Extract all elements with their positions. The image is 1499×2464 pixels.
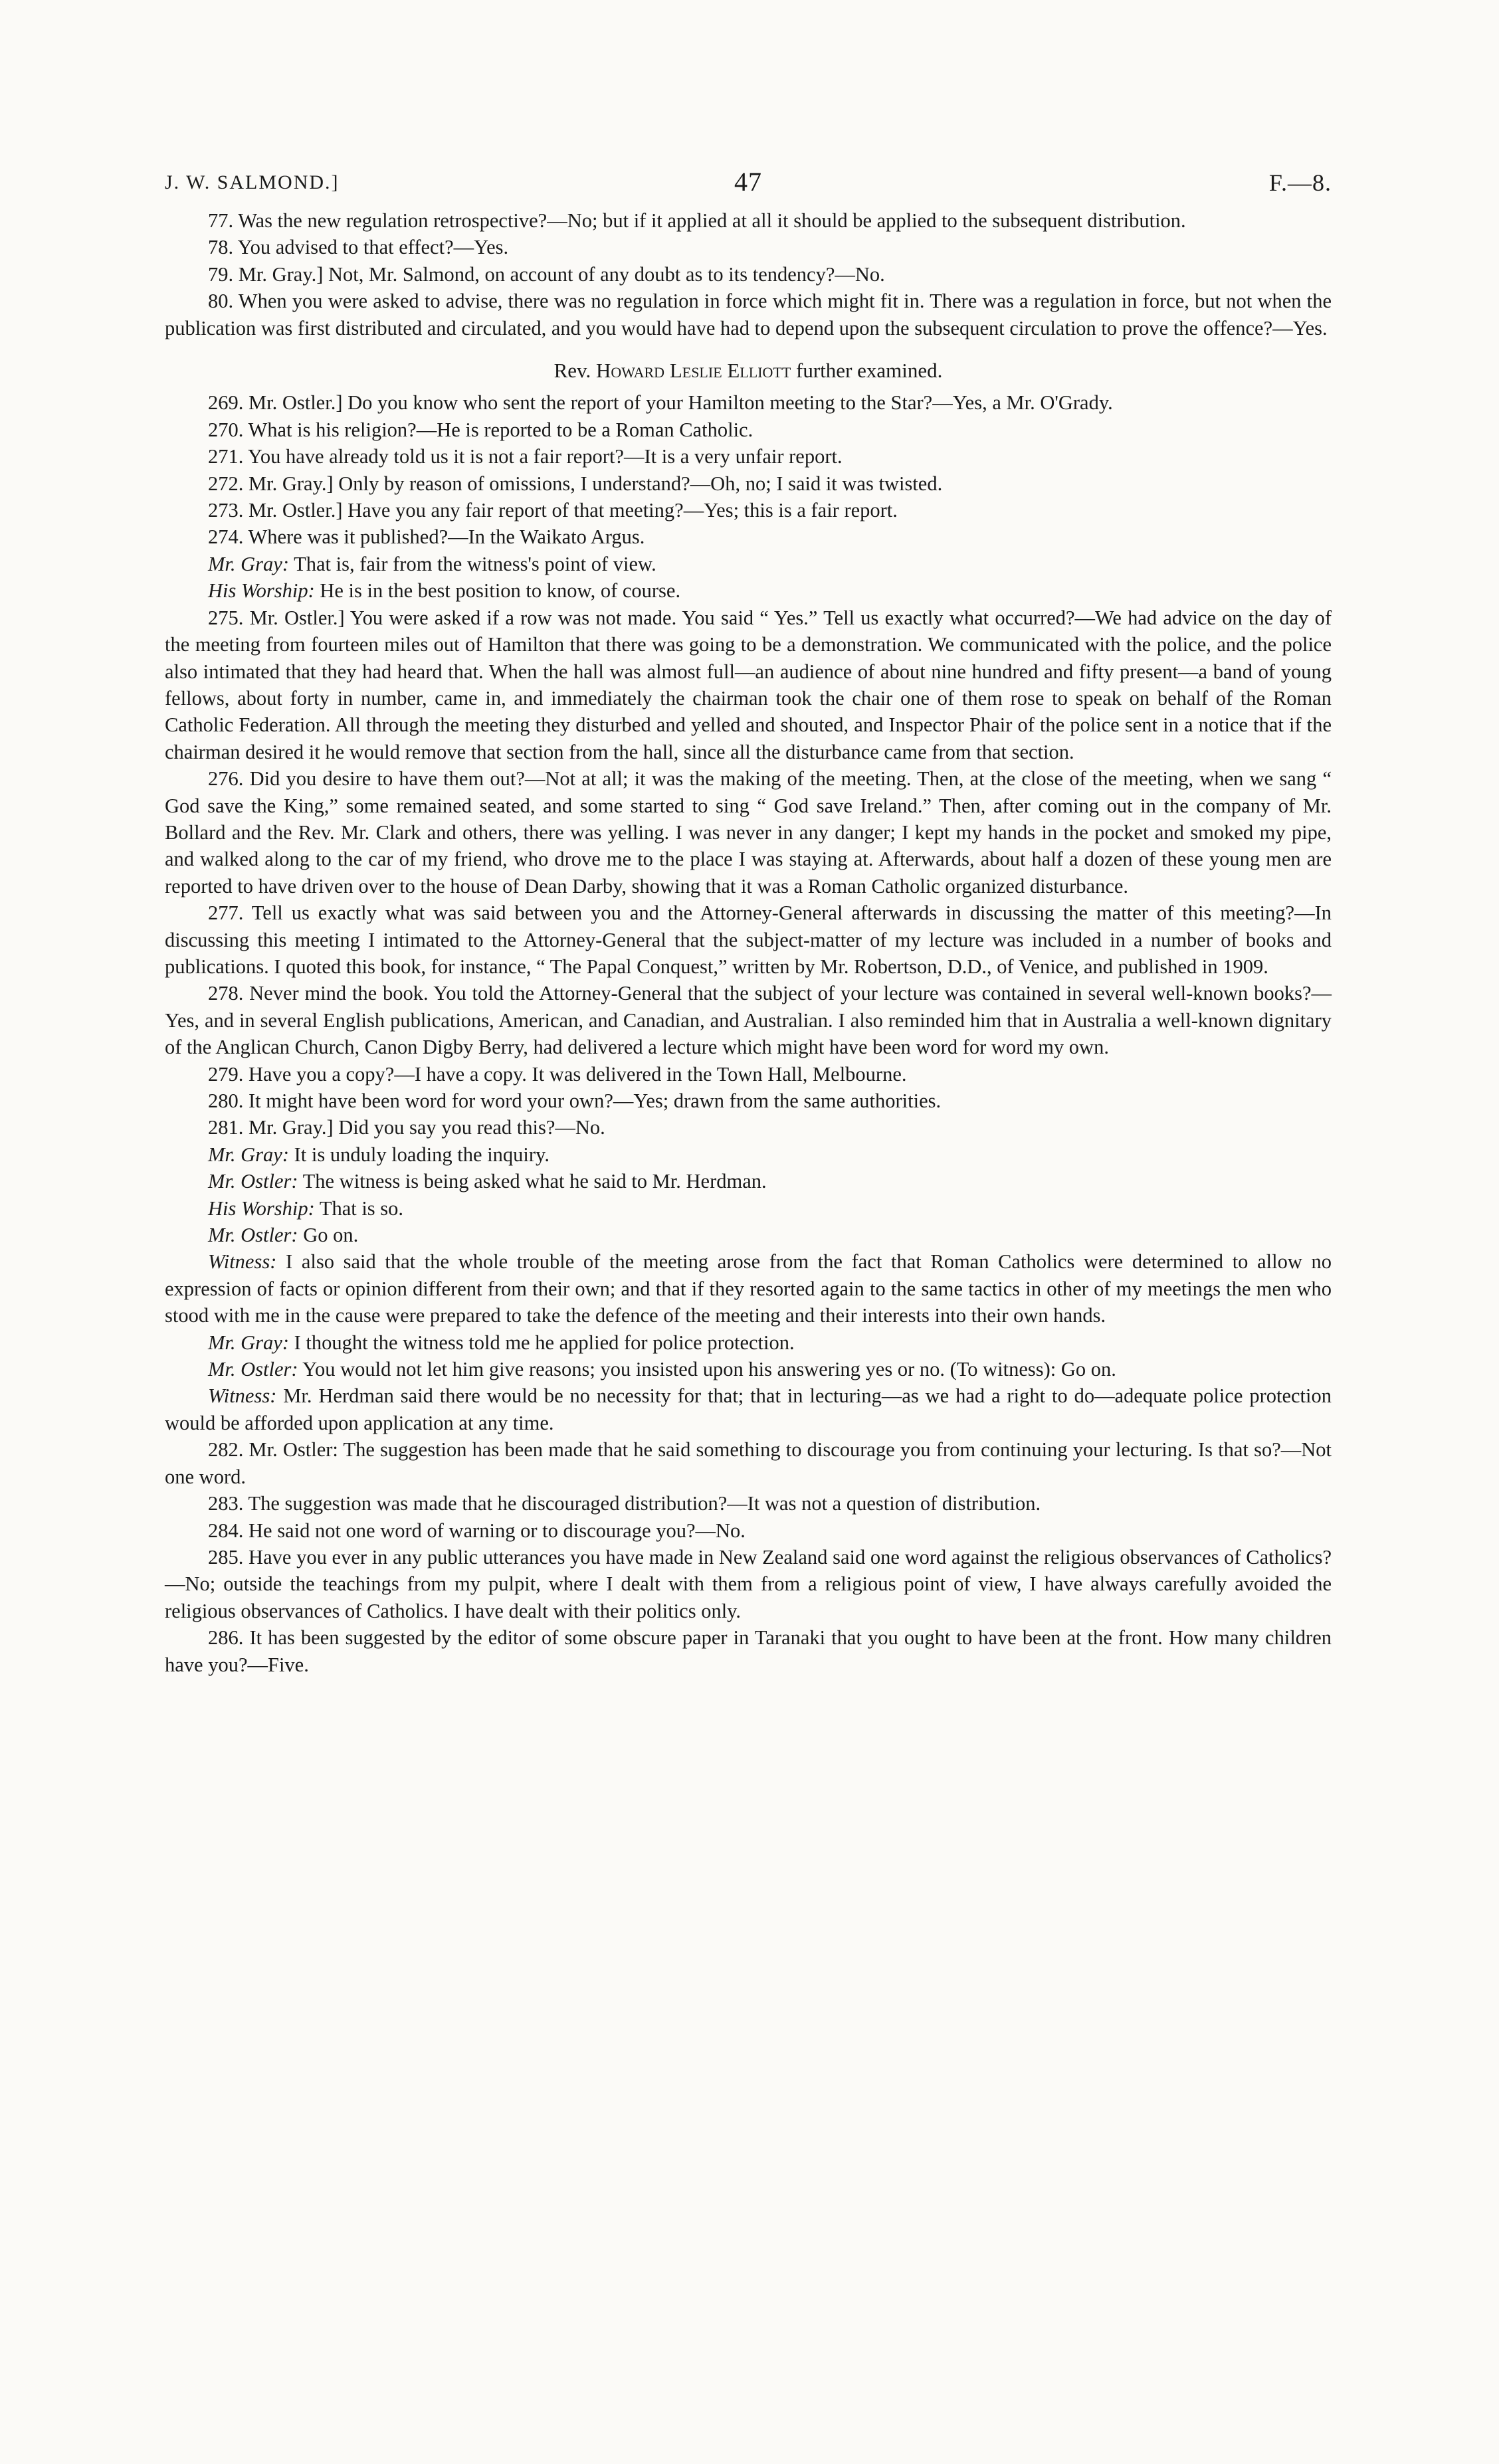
testimony-paragraph bbox=[165, 389, 1332, 416]
speaker-label: His Worship: bbox=[208, 579, 315, 603]
testimony-paragraph bbox=[165, 1248, 1332, 1329]
testimony-paragraph bbox=[165, 605, 1332, 765]
testimony-paragraph bbox=[165, 900, 1332, 980]
paragraph-text: That is so. bbox=[319, 1196, 404, 1220]
testimony-paragraph bbox=[165, 980, 1332, 1060]
paragraph-text: I also said that the whole trouble of the meeting arose from the fact that Roman Catholics were determined to allow no expression of facts or opinion different from their own; and that if they resorted again to the same tactics in other of my meetings the men who stood with me in the cause were prepared to take the defence of the meeting and their interests into their own hands. bbox=[165, 1250, 1332, 1327]
paragraph-78: 78. You advised to that effect?—Yes. bbox=[208, 236, 509, 259]
testimony-paragraph bbox=[165, 1195, 1332, 1222]
testimony-paragraph bbox=[165, 1088, 1332, 1114]
testimony-paragraph bbox=[165, 551, 1332, 577]
paragraph-text: 282. Mr. Ostler: The suggestion has been made that he said something to discourage you from continuing your lecturing. Is that so?—Not one word. bbox=[165, 1438, 1332, 1488]
paragraph-text: 277. Tell us exactly what was said between you and the Attorney-General afterwards in discussing the matter of this meeting?—In discussing this meeting I intimated to the Attorney-General that the subject-matter of my lecture was included in a number of books and publications. I quoted this book, for instance, “ The Papal Conquest,” written by Mr. Robertson, D.D., of Venice, and published in 1909. bbox=[165, 901, 1332, 978]
paragraph-text: You would not let him give reasons; you insisted upon his answering yes or no. (To witness): Go on. bbox=[302, 1358, 1116, 1381]
heading-prefix: Rev. bbox=[553, 359, 591, 383]
body-text bbox=[165, 207, 1332, 1678]
page-number: 47 bbox=[734, 167, 762, 197]
paragraph-text: 274. Where was it published?—In the Waikato Argus. bbox=[208, 525, 645, 549]
paragraph-text: 271. You have already told us it is not a fair report?—It is a very unfair report. bbox=[208, 445, 843, 468]
paragraph-text: The witness is being asked what he said to Mr. Herdman. bbox=[302, 1170, 767, 1193]
testimony-paragraph bbox=[165, 1490, 1332, 1517]
testimony-paragraph bbox=[165, 1382, 1332, 1436]
paragraph-text: It is unduly loading the inquiry. bbox=[294, 1143, 550, 1166]
document-page bbox=[165, 166, 1332, 1678]
testimony-paragraph bbox=[165, 443, 1332, 470]
paragraph-text: 280. It might have been word for word your own?—Yes; drawn from the same authorities. bbox=[208, 1090, 942, 1112]
testimony-paragraph bbox=[165, 1222, 1332, 1248]
speaker-label: Mr. Ostler: bbox=[208, 1224, 298, 1247]
speaker-label: Mr. Gray: bbox=[208, 1143, 289, 1166]
paragraph-text: 269. Mr. Ostler.] Do you know who sent the report of your Hamilton meeting to the Star?—Yes, a Mr. O'Grady. bbox=[208, 391, 1113, 415]
section-heading bbox=[165, 357, 1332, 384]
speaker-label: Witness: bbox=[208, 1384, 277, 1408]
paragraph-text: He is in the best position to know, of course. bbox=[320, 579, 681, 603]
testimony-paragraph bbox=[165, 577, 1332, 604]
testimony-paragraph bbox=[165, 1436, 1332, 1490]
paragraph-text: 272. Mr. Gray.] Only by reason of omissions, I understand?—Oh, no; I said it was twisted. bbox=[208, 472, 943, 495]
testimony-paragraph bbox=[165, 523, 1332, 550]
header-left: J. W. SALMOND.] bbox=[165, 171, 340, 193]
paragraph-text: Mr. Herdman said there would be no necessity for that; that in lecturing—as we had a right to do—adequate police protection would be afforded upon application at any time. bbox=[165, 1384, 1332, 1434]
paragraph-text: 283. The suggestion was made that he discouraged distribution?—It was not a question of distribution. bbox=[208, 1492, 1041, 1515]
paragraph-text: 270. What is his religion?—He is reported to be a Roman Catholic. bbox=[208, 418, 753, 441]
testimony-paragraph bbox=[165, 497, 1332, 523]
speaker-label: Mr. Ostler: bbox=[208, 1358, 298, 1381]
paragraph-text: 276. Did you desire to have them out?—Not at all; it was the making of the meeting. Then, at the close of the meeting, when we sang “ God save the King,” some remained seated, and some started to sing “ God save Ireland.” Then, after coming out in the company of Mr. Bollard and the Rev. Mr. Clark and others, there was yelling. I was never in any danger; I kept my hands in the pocket and smoked my pipe, and walked along to the car of my friend, who drove me to the place I was staying at. Afterwards, about half a dozen of these young men are reported to have driven over to the house of Dean Darby, showing that it was a Roman Catholic organized disturbance. bbox=[165, 767, 1332, 898]
testimony-paragraph bbox=[165, 417, 1332, 443]
testimony-paragraph bbox=[165, 1544, 1332, 1624]
paragraph-text: 278. Never mind the book. You told the Attorney-General that the subject of your lecture was contained in several well-known books?—Yes, and in several English publications, American, and Canadian, and Australian. I also reminded him that in Australia a well-known dignitary of the Anglican Church, Canon Digby Berry, had delivered a lecture which might have been word for word my own. bbox=[165, 982, 1332, 1059]
testimony-paragraph bbox=[165, 1061, 1332, 1088]
paragraph-text: That is, fair from the witness's point of view. bbox=[294, 552, 656, 575]
heading-name: Howard Leslie Elliott bbox=[596, 359, 791, 383]
speaker-label: Witness: bbox=[208, 1250, 277, 1274]
testimony-paragraph bbox=[165, 1114, 1332, 1141]
testimony-paragraph bbox=[165, 1356, 1332, 1382]
paragraph-text: 281. Mr. Gray.] Did you say you read this?—No. bbox=[208, 1116, 605, 1139]
testimony-paragraph bbox=[165, 1329, 1332, 1356]
document-reference: F.—8. bbox=[1268, 169, 1332, 196]
speaker-label: Mr. Ostler: bbox=[208, 1170, 298, 1193]
paragraph-text: 285. Have you ever in any public utterances you have made in New Zealand said one word against the religious observances of Catholics?—No; outside the teachings from my pulpit, where I dealt with them from a religious point of view, I have always carefully avoided the religious observances of Catholics. I have dealt with their politics only. bbox=[165, 1545, 1332, 1622]
testimony-paragraph bbox=[165, 765, 1332, 900]
testimony bbox=[165, 389, 1332, 1678]
speaker-label: Mr. Gray: bbox=[208, 552, 289, 575]
testimony-paragraph bbox=[165, 1517, 1332, 1544]
paragraph-text: 279. Have you a copy?—I have a copy. It was delivered in the Town Hall, Melbourne. bbox=[208, 1062, 907, 1086]
speaker-label: Mr. Gray: bbox=[208, 1331, 289, 1354]
paragraph-text: 284. He said not one word of warning or to discourage you?—No. bbox=[208, 1519, 746, 1542]
paragraph-text: 275. Mr. Ostler.] You were asked if a row was not made. You said “ Yes.” Tell us exactly what occurred?—We had advice on the day of the meeting from fourteen miles out of Hamilton that there was going to be a demonstration. We communicated with the police, and the police also intimated that they had heard that. When the hall was almost full—an audience of about nine hundred and fifty present—a band of young fellows, about forty in number, came in, and immediately the chairman took the chair one of them rose to speak on behalf of the Roman Catholic Federation. All through the meeting they disturbed and yelled and shouted, and Inspector Phair of the police sent in a notice that if the chairman desired it he would remove that section from the hall, since all the disturbance came from that section. bbox=[165, 606, 1332, 763]
paragraph-80: 80. When you were asked to advise, there was no regulation in force which might fit in. There was a regulation in force, but not when the publication was first distributed and circulated, and you would have had to depend upon the subsequent circulation to prove the offence?—Yes. bbox=[165, 290, 1332, 339]
testimony-paragraph bbox=[165, 1624, 1332, 1678]
testimony-paragraph bbox=[165, 1168, 1332, 1194]
paragraph-79: 79. Mr. Gray.] Not, Mr. Salmond, on account of any doubt as to its tendency?—No. bbox=[208, 262, 885, 286]
paragraph-text: 273. Mr. Ostler.] Have you any fair report of that meeting?—Yes; this is a fair report. bbox=[208, 499, 898, 522]
testimony-paragraph bbox=[165, 1141, 1332, 1168]
paragraph-text: Go on. bbox=[303, 1224, 359, 1247]
speaker-label: His Worship: bbox=[208, 1196, 315, 1220]
page-header bbox=[165, 166, 1332, 207]
testimony-paragraph bbox=[165, 470, 1332, 497]
paragraph-text: I thought the witness told me he applied for police protection. bbox=[294, 1331, 795, 1354]
heading-suffix: further examined. bbox=[796, 359, 943, 383]
paragraph-text: 286. It has been suggested by the editor of some obscure paper in Taranaki that you ought to have been at the front. How many children have you?—Five. bbox=[165, 1626, 1332, 1676]
paragraph-77: 77. Was the new regulation retrospective?—No; but if it applied at all it should be applied to the subsequent distribution. bbox=[208, 209, 1186, 232]
